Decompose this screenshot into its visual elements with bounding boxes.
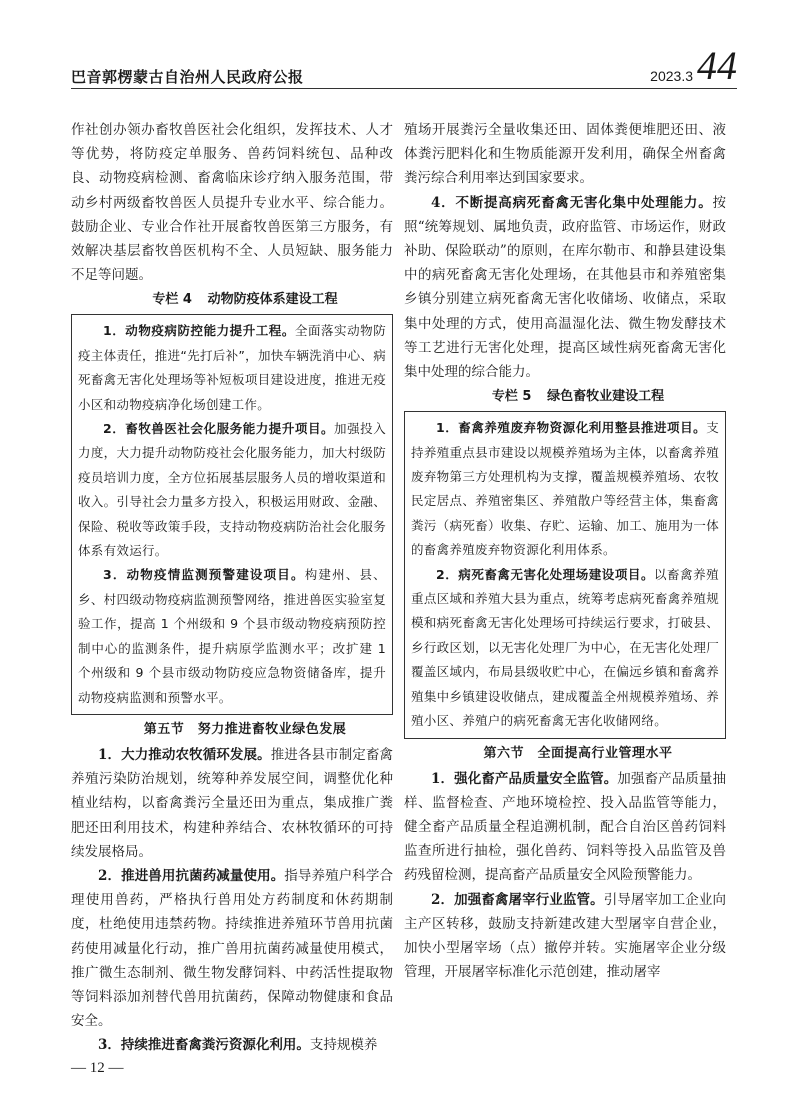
- section5-item3: [71, 1033, 393, 1057]
- box5-panel: [404, 411, 726, 738]
- box4-item1-head: 1．动物疫病防控能力提升工程。: [103, 323, 295, 339]
- section5-item2-head: 2．推进兽用抗菌药减量使用。: [98, 867, 285, 884]
- box4-item2-head: 2．畜牧兽医社会化服务能力提升项目。: [103, 421, 335, 437]
- box4-title-prefix: 专栏 4: [152, 292, 192, 308]
- box5-item1: [411, 416, 719, 562]
- section5-item1-body: 推进各县市制定畜禽养殖污染防治规划，统筹种养发展空间，调整优化种植业结构，以畜禽粪污全量还田为重点，集成推广粪肥还田利用技术，构建种养结合、农林牧循环的可持续发展格局。: [71, 746, 394, 860]
- box5-title-text: 绿色畜牧业建设工程: [547, 389, 665, 405]
- section5-title: 第五节 努力推进畜牧业绿色发展: [143, 721, 347, 737]
- section6-item1: [404, 767, 726, 888]
- box4-item2: [78, 417, 386, 563]
- box4-panel: [71, 314, 393, 715]
- section5-item3-head: 3．持续推进畜禽粪污资源化利用。: [98, 1037, 310, 1054]
- box5-item1-head: 1．畜禽养殖废弃物资源化利用整县推进项目。: [436, 420, 707, 436]
- box4-item3: [78, 563, 386, 709]
- box4-item1-body: 全面落实动物防疫主体责任，推进“先打后补”，加快车辆洗消中心、病死畜禽无害化处理场等补短板项目建设进度，推进无疫小区和动物疫病净化场创建工作。: [78, 323, 386, 412]
- section6-item1-head: 1．强化畜产品质量安全监管。: [431, 770, 618, 787]
- section5-item4-body: 按照“统筹规划、属地负责，政府监管、市场运作，财政补助、保险联动”的原则，在库尔勒市、和静县建设集中的病死畜禽无害化处理场，在其他县市和养殖密集乡镇分别建立病死畜禽无害化收储场、收储点，采取集中处理的方式，使用高温湿化法、微生物发酵技术等工艺进行无害化处理，提高区域性病死畜禽无害化集中处理的综合能力。: [404, 194, 726, 381]
- box5-item1-body: 支持养殖重点县市建设以规模养殖场为主体，以畜禽养殖废弃物第三方处理机构为支撑，覆盖规模养殖场、农牧民定居点、养殖密集区、养殖散户等经营主体，集畜禽粪污（病死畜）收集、存贮、运输、加工、施用为一体的畜禽养殖废弃物资源化利用体系。: [411, 420, 719, 558]
- section6-item2: [404, 888, 726, 985]
- section6-title: 第六节 全面提高行业管理水平: [483, 745, 673, 761]
- box4-title: [71, 287, 393, 313]
- section5-item3-continued: 殖场开展粪污全量收集还田、固体粪便堆肥还田、液体粪污肥料化和生物质能源开发利用，确保全州畜禽粪污综合利用率达到国家要求。: [404, 122, 726, 187]
- box5-title: [404, 384, 726, 410]
- box4-item1: [78, 319, 386, 417]
- section6-item1-body: 加强畜产品质量抽样、监督检查、产地环境检控、投入品监管等能力，健全畜产品质量全程追溯机制，配合自治区兽药饲料监查所进行抽检，强化兽药、饲料等投入品监管及兽药残留检测，提高畜产品质量安全风险预警能力。: [404, 770, 726, 884]
- box5-item2: [411, 563, 719, 734]
- header-rule: [71, 88, 737, 89]
- box4-title-text: 动物防疫体系建设工程: [207, 292, 338, 308]
- section5-item2: [71, 864, 393, 1033]
- section5-item1: [71, 743, 393, 864]
- section5-item4-head: 4．不断提高病死畜禽无害化集中处理能力。: [431, 194, 713, 211]
- box4-item2-body: 加强投入力度，大力提升动物防疫社会化服务能力，加大村级防疫员培训力度，全方位拓展基层服务人员的增收渠道和收入。引导社会力量多方投入，积极运用财政、金融、保险、税收等政策手段，支持动物疫病防治社会化服务体系有效运行。: [78, 421, 386, 559]
- section5-item1-head: 1．大力推动农牧循环发展。: [98, 746, 271, 763]
- page-number: — 12 —: [71, 1060, 124, 1076]
- section6-item2-head: 2．加强畜禽屠宰行业监管。: [431, 891, 604, 908]
- box4-item3-body: 构建州、县、乡、村四级动物疫病监测预警网络，推进兽医实验室复验工作，提高 1 个州级和 9 个县市级动物疫病预防控制中心的监测条件，提升病原学监测水平；改扩建 1 个州级和 9 个县市级动物防疫应急物资储备库，提升动物疫病监测和预警水平。: [78, 567, 386, 705]
- issue-number: 44: [697, 43, 737, 88]
- box4-item3-head: 3．动物疫情监测预警建设项目。: [103, 567, 305, 583]
- box5-item2-head: 2．病死畜禽无害化处理场建设项目。: [436, 566, 654, 582]
- box5-title-prefix: 专栏 5: [491, 389, 532, 405]
- issue-date: 2023.3: [650, 68, 693, 84]
- page-header: [71, 43, 737, 88]
- right-column: [404, 118, 726, 984]
- continued-paragraph: 作社创办领办畜牧兽医社会化组织，发挥技术、人才等优势，将防疫定单服务、兽药饲料统包、品种改良、动物疫病检测、畜禽临床诊疗纳入服务范围，带动乡村两级畜牧兽医人员提升专业水平、综合能力。鼓励企业、专业合作社开展畜牧兽医第三方服务，有效解决基层畜牧兽医机构不全、人员短缺、服务能力不足等问题。: [71, 122, 393, 284]
- box5-item2-body: 以畜禽养殖重点区域和养殖大县为重点，统筹考虑病死畜禽养殖规模和病死畜禽无害化处理场可持续运行要求，打破县、乡行政区划，以无害化处理厂为中心，在无害化处理厂覆盖区域内，布局县级收贮中心，在偏远乡镇和畜禽养殖集中乡镇建设收储点，建成覆盖全州规模养殖场、养殖小区、养殖户的病死畜禽无害化收储网络。: [411, 566, 719, 729]
- section5-item4: [404, 191, 726, 385]
- section6-item2-body: 引导屠宰加工企业向主产区转移，鼓励支持新建改建大型屠宰自营企业，加快小型屠宰场（点）撤停并转。实施屠宰企业分级管理，开展屠宰标准化示范创建，推动屠宰: [404, 891, 727, 981]
- gazette-title: 巴音郭楞蒙古自治州人民政府公报: [71, 68, 304, 86]
- section5-item2-body: 指导养殖户科学合理使用兽药，严格执行兽用处方药制度和休药期制度，杜绝使用违禁药物。持续推进养殖环节兽用抗菌药使用减量化行动，推广兽用抗菌药减量使用模式，推广微生态制剂、微生物发酵饲料、中药活性提取物等饲料添加剂替代兽用抗菌药，保障动物健康和食品安全。: [71, 867, 393, 1030]
- section5-item3-body: 支持规模养: [309, 1037, 378, 1054]
- left-column: [71, 118, 393, 1058]
